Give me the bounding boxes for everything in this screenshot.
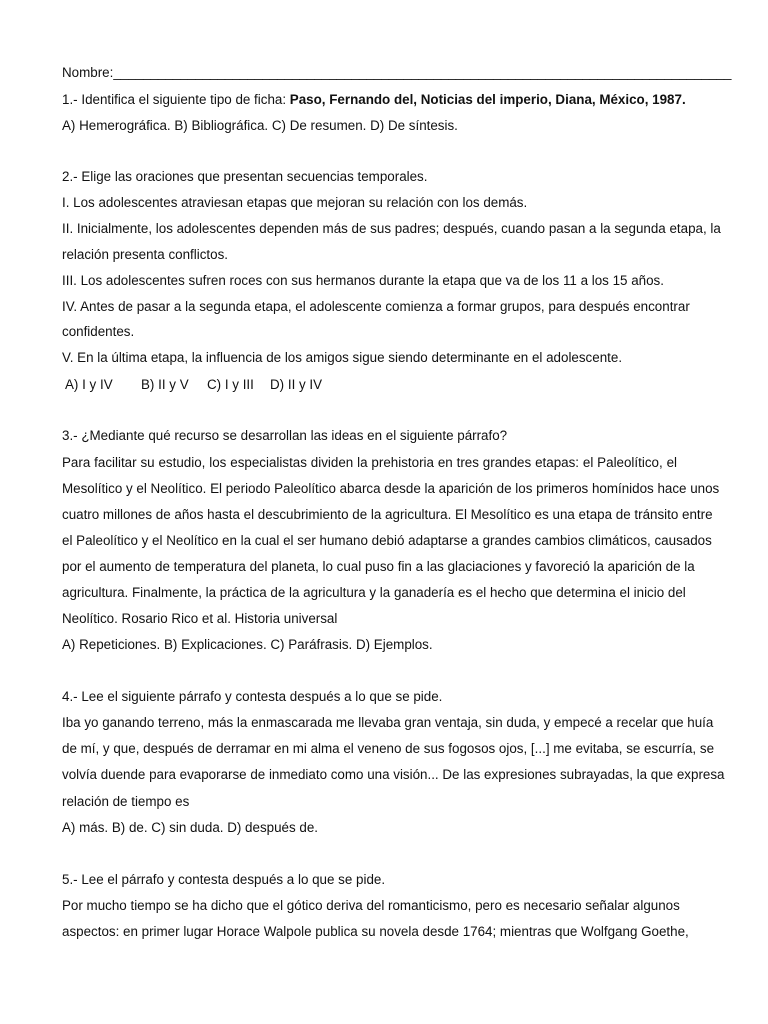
q5-paragraph-line-1: Por mucho tiempo se ha dicho que el gótico deriva del romanticismo, pero es necesario señalar algunos bbox=[62, 898, 680, 913]
q1-options: A) Hemerográfica. B) Bibliográfica. C) De resumen. D) De síntesis. bbox=[62, 118, 458, 133]
q3-paragraph-line-7: Neolítico. Rosario Rico et al. Historia universal bbox=[62, 611, 338, 626]
q4-prompt: 4.- Lee el siguiente párrafo y contesta después a lo que se pide. bbox=[62, 689, 443, 704]
q4-options: A) más. B) de. C) sin duda. D) después de. bbox=[62, 820, 319, 835]
q2-prompt: 2.- Elige las oraciones que presentan secuencias temporales. bbox=[62, 169, 428, 184]
q2-option-b: B) II y V bbox=[141, 377, 189, 392]
q2-sentence-1: I. Los adolescentes atraviesan etapas que mejoran su relación con los demás. bbox=[62, 195, 528, 210]
q1-prompt bbox=[62, 92, 686, 108]
q3-paragraph-line-5: por el aumento de temperatura del planeta, lo cual puso fin a las glaciaciones y favoreció la aparición de la bbox=[62, 559, 695, 574]
q2-option-c: C) I y III bbox=[207, 377, 254, 392]
q4-paragraph-line-4: relación de tiempo es bbox=[62, 794, 190, 809]
q2-sentence-2b: relación presenta conflictos. bbox=[62, 247, 228, 262]
q2-options bbox=[65, 377, 680, 393]
q2-sentence-2a: II. Inicialmente, los adolescentes dependen más de sus padres; después, cuando pasan a la segunda etapa, la bbox=[62, 221, 721, 236]
q5-paragraph-line-2: aspectos: en primer lugar Horace Walpole publica su novela desde 1764; mientras que Wolfgang Goethe, bbox=[62, 924, 689, 939]
nombre-field: Nombre:___________________________________________________________________________________ bbox=[62, 65, 732, 80]
q3-paragraph-line-2: Mesolítico y el Neolítico. El periodo Paleolítico abarca desde la aparición de los primeros homínidos hace unos bbox=[62, 481, 720, 496]
q3-options: A) Repeticiones. B) Explicaciones. C) Paráfrasis. D) Ejemplos. bbox=[62, 637, 433, 652]
q3-prompt: 3.- ¿Mediante qué recurso se desarrollan las ideas en el siguiente párrafo? bbox=[62, 428, 508, 443]
q3-paragraph-line-6: agricultura. Finalmente, la práctica de la agricultura y la ganadería es el hecho que determina el inicio del bbox=[62, 585, 686, 600]
q1-prompt-text: 1.- Identifica el siguiente tipo de ficha: bbox=[62, 92, 290, 107]
q4-paragraph-line-3: volvía duende para evaporarse de inmediato como una visión... De las expresiones subrayadas, la que expresa bbox=[62, 767, 725, 782]
q4-paragraph-line-1: Iba yo ganando terreno, más la enmascarada me llevaba gran ventaja, sin duda, y empecé a recelar que huía bbox=[62, 715, 714, 730]
q2-sentence-5: V. En la última etapa, la influencia de los amigos sigue siendo determinante en el adolescente. bbox=[62, 350, 623, 365]
q2-sentence-3: III. Los adolescentes sufren roces con sus hermanos durante la etapa que va de los 11 a los 15 años. bbox=[62, 273, 664, 288]
q2-option-d: D) II y IV bbox=[270, 377, 323, 392]
q3-paragraph-line-4: el Paleolítico y el Neolítico en la cual el ser humano debió adaptarse a grandes cambios climáticos, causados bbox=[62, 533, 712, 548]
q3-paragraph-line-3: cuatro millones de años hasta el descubrimiento de la agricultura. El Mesolítico es una etapa de tránsito entre bbox=[62, 507, 713, 522]
q2-option-a: A) I y IV bbox=[65, 377, 113, 392]
q1-reference: Paso, Fernando del, Noticias del imperio, Diana, México, 1987. bbox=[289, 92, 686, 107]
q2-sentence-4a: IV. Antes de pasar a la segunda etapa, el adolescente comienza a formar grupos, para después encontrar bbox=[62, 299, 690, 314]
q2-sentence-4b: confidentes. bbox=[62, 324, 135, 339]
q5-prompt: 5.- Lee el párrafo y contesta después a lo que se pide. bbox=[62, 872, 386, 887]
q3-paragraph-line-1: Para facilitar su estudio, los especialistas dividen la prehistoria en tres grandes etapas: el Paleolítico, el bbox=[62, 455, 677, 470]
q4-paragraph-line-2: de mí, y que, después de derramar en mi alma el veneno de sus fogosos ojos, [...] me evitaba, se escurría, se bbox=[62, 741, 715, 756]
